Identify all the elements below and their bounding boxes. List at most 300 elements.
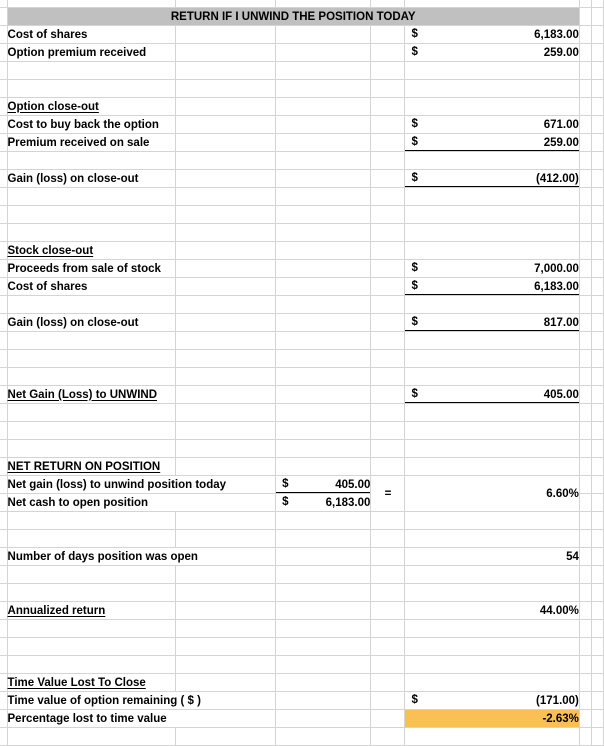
grid-row-blank [0, 530, 604, 548]
cell-gutter [0, 476, 7, 494]
cell-empty [7, 530, 175, 548]
row-label-premium-received-on-sale: Premium received on sale [7, 134, 175, 152]
cell-empty [591, 134, 603, 152]
cell-empty [591, 80, 603, 98]
cell-empty [175, 656, 275, 674]
grid-row-spacer [0, 0, 604, 8]
cell-empty [591, 530, 603, 548]
currency-symbol: $ [411, 262, 418, 274]
cell-gutter [0, 62, 7, 80]
cell-empty [175, 26, 275, 44]
cell-empty [405, 206, 579, 224]
cell-empty [405, 368, 579, 386]
cell-empty [405, 584, 579, 602]
cell-empty [591, 116, 603, 134]
cell-empty [7, 566, 175, 584]
cell-empty [7, 0, 175, 8]
cell-empty [276, 602, 371, 620]
cell-empty [276, 62, 371, 80]
cell-empty [591, 242, 603, 260]
table-row [0, 170, 604, 188]
cell-empty [175, 638, 275, 656]
cell-empty [579, 134, 591, 152]
grid-row-blank [0, 80, 604, 98]
cell-empty [371, 134, 405, 152]
cell-empty [276, 404, 371, 422]
cell-empty [371, 224, 405, 242]
cell-empty [579, 674, 591, 692]
cell-empty [579, 656, 591, 674]
cell-empty [405, 98, 579, 116]
cell-gutter [0, 638, 7, 656]
cell-gutter [0, 584, 7, 602]
cell-empty [579, 98, 591, 116]
cell-gutter [0, 314, 7, 332]
cell-gutter [0, 8, 7, 26]
cell-gutter [0, 386, 7, 404]
cell-empty [371, 98, 405, 116]
cell-gutter [0, 80, 7, 98]
currency-symbol: $ [411, 28, 418, 40]
currency-symbol: $ [411, 388, 418, 400]
cell-empty [371, 152, 405, 170]
cell-empty [276, 584, 371, 602]
cell-empty [371, 422, 405, 440]
cell-empty [579, 188, 591, 206]
cell-empty [371, 656, 405, 674]
cell-empty [7, 332, 175, 350]
cell-empty [579, 548, 591, 566]
cell-empty [175, 62, 275, 80]
cell-empty [371, 602, 405, 620]
cell-empty [7, 422, 175, 440]
row-value-option-gain-loss [405, 170, 579, 188]
table-row [0, 242, 604, 260]
cell-gutter [0, 224, 7, 242]
cell-empty [579, 638, 591, 656]
equals-sign: = [371, 476, 405, 512]
cell-empty [0, 0, 7, 8]
grid-row-blank [0, 188, 604, 206]
cell-empty [371, 188, 405, 206]
currency-symbol: $ [282, 496, 289, 508]
cell-empty [276, 278, 371, 296]
grid-row-blank [0, 422, 604, 440]
cell-empty [591, 476, 603, 494]
cell-empty [579, 476, 591, 494]
cell-empty [371, 548, 405, 566]
cell-empty [175, 404, 275, 422]
currency-symbol: $ [411, 172, 418, 184]
cell-empty [579, 440, 591, 458]
cell-empty [7, 440, 175, 458]
cell-empty [276, 80, 371, 98]
cell-empty [591, 152, 603, 170]
cell-empty [175, 170, 275, 188]
cell-empty [175, 116, 275, 134]
net-return-result: 6.60% [405, 476, 579, 512]
cell-empty [371, 404, 405, 422]
cell-gutter [0, 152, 7, 170]
cell-empty [175, 530, 275, 548]
cell-gutter [0, 116, 7, 134]
cell-empty [371, 80, 405, 98]
grid-row-blank [0, 620, 604, 638]
row-label-days-open: Number of days position was open [7, 548, 276, 566]
table-row [0, 44, 604, 62]
cell-empty [175, 386, 275, 404]
cell-empty [405, 62, 579, 80]
cell-empty [405, 656, 579, 674]
cell-empty [175, 368, 275, 386]
cell-empty [371, 314, 405, 332]
cell-empty [405, 332, 579, 350]
grid-row-blank [0, 728, 604, 746]
cell-empty [175, 242, 275, 260]
row-label-cost-to-buy-back-option: Cost to buy back the option [7, 116, 175, 134]
cell-empty [175, 314, 275, 332]
row-label-option-premium-received: Option premium received [7, 44, 175, 62]
cell-empty [579, 350, 591, 368]
cell-empty [591, 44, 603, 62]
cell-empty [371, 260, 405, 278]
cell-empty [579, 602, 591, 620]
currency-symbol: $ [411, 46, 418, 58]
cell-empty [175, 674, 275, 692]
cell-empty [579, 170, 591, 188]
cell-empty [591, 674, 603, 692]
cell-empty [276, 296, 371, 314]
cell-gutter [0, 692, 7, 710]
row-label-net-cash-open: Net cash to open position [7, 494, 276, 512]
cell-empty [579, 26, 591, 44]
cell-empty [591, 170, 603, 188]
cell-gutter [0, 188, 7, 206]
amount: 6,183.00 [534, 280, 579, 293]
cell-empty [371, 638, 405, 656]
cell-empty [175, 440, 275, 458]
row-value-numerator [276, 476, 371, 494]
cell-empty [405, 80, 579, 98]
cell-empty [7, 656, 175, 674]
cell-empty [591, 26, 603, 44]
cell-empty [579, 422, 591, 440]
cell-gutter [0, 512, 7, 530]
amount: 7,000.00 [534, 262, 579, 275]
cell-empty [276, 188, 371, 206]
cell-empty [276, 728, 371, 746]
section-heading-stock-closeout: Stock close-out [7, 242, 175, 260]
row-value-option-premium-received [405, 44, 579, 62]
cell-empty [579, 368, 591, 386]
cell-empty [175, 0, 275, 8]
cell-empty [405, 296, 579, 314]
cell-empty [591, 458, 603, 476]
cell-empty [591, 314, 603, 332]
cell-gutter [0, 674, 7, 692]
cell-empty [591, 620, 603, 638]
cell-empty [175, 296, 275, 314]
row-label-net-gain-today: Net gain (loss) to unwind position today [7, 476, 276, 494]
section-heading-time-value: Time Value Lost To Close [7, 674, 175, 692]
row-value-premium-received-on-sale [405, 134, 579, 152]
table-row [0, 476, 604, 494]
row-label-option-gain-loss: Gain (loss) on close-out [7, 170, 175, 188]
amount: 6,183.00 [534, 28, 579, 41]
table-row [0, 602, 604, 620]
cell-empty [276, 620, 371, 638]
table-row [0, 260, 604, 278]
status-badge-percentage-lost: -2.63% [405, 710, 579, 728]
cell-empty [579, 206, 591, 224]
grid-row-blank [0, 332, 604, 350]
cell-empty [371, 620, 405, 638]
cell-empty [405, 350, 579, 368]
cell-empty [371, 170, 405, 188]
grid-row-blank [0, 62, 604, 80]
cell-empty [371, 0, 405, 8]
cell-empty [276, 638, 371, 656]
cell-empty [175, 602, 275, 620]
cell-gutter [0, 332, 7, 350]
cell-empty [579, 0, 591, 8]
cell-empty [591, 584, 603, 602]
table-row [0, 314, 604, 332]
cell-gutter [0, 620, 7, 638]
cell-empty [579, 530, 591, 548]
cell-empty [371, 278, 405, 296]
grid-row-blank [0, 350, 604, 368]
cell-empty [371, 692, 405, 710]
cell-empty [175, 134, 275, 152]
cell-empty [405, 404, 579, 422]
cell-empty [7, 62, 175, 80]
cell-empty [276, 386, 371, 404]
cell-gutter [0, 296, 7, 314]
cell-empty [371, 584, 405, 602]
amount: (412.00) [536, 172, 579, 185]
grid-row-blank [0, 638, 604, 656]
amount: 405.00 [335, 478, 371, 491]
cell-empty [591, 8, 603, 26]
grid-row-blank [0, 512, 604, 530]
cell-empty [579, 152, 591, 170]
cell-empty [276, 368, 371, 386]
cell-empty [371, 368, 405, 386]
cell-empty [579, 296, 591, 314]
cell-empty [591, 494, 603, 512]
cell-empty [405, 620, 579, 638]
cell-empty [579, 278, 591, 296]
cell-empty [276, 206, 371, 224]
currency-symbol: $ [411, 316, 418, 328]
cell-gutter [0, 728, 7, 746]
cell-empty [591, 692, 603, 710]
cell-empty [579, 710, 591, 728]
table-row [0, 134, 604, 152]
grid-row-blank [0, 656, 604, 674]
row-value-proceeds-from-sale [405, 260, 579, 278]
cell-empty [405, 242, 579, 260]
cell-empty [579, 458, 591, 476]
cell-empty [175, 44, 275, 62]
table-row [0, 674, 604, 692]
cell-empty [591, 566, 603, 584]
currency-symbol: $ [411, 136, 418, 148]
row-value-time-value-remaining [405, 692, 579, 710]
cell-gutter [0, 458, 7, 476]
cell-empty [591, 224, 603, 242]
cell-empty [175, 206, 275, 224]
cell-empty [579, 224, 591, 242]
cell-empty [591, 62, 603, 80]
grid-row-blank [0, 296, 604, 314]
cell-empty [405, 188, 579, 206]
grid-row-blank [0, 152, 604, 170]
amount: 6,183.00 [325, 496, 371, 509]
table-row [0, 386, 604, 404]
cell-empty [371, 350, 405, 368]
table-row [0, 278, 604, 296]
cell-empty [371, 386, 405, 404]
amount: 259.00 [543, 136, 579, 149]
cell-empty [405, 440, 579, 458]
cell-empty [276, 548, 371, 566]
grid-row-blank [0, 206, 604, 224]
cell-gutter [0, 530, 7, 548]
cell-empty [276, 674, 371, 692]
cell-empty [276, 422, 371, 440]
cell-empty [276, 260, 371, 278]
cell-empty [276, 152, 371, 170]
cell-empty [276, 440, 371, 458]
cell-empty [579, 404, 591, 422]
cell-empty [175, 260, 275, 278]
grid-row-blank [0, 368, 604, 386]
cell-empty [591, 260, 603, 278]
table-row [0, 710, 604, 728]
row-value-days-open: 54 [405, 548, 579, 566]
cell-empty [405, 152, 579, 170]
cell-gutter [0, 350, 7, 368]
table-row [0, 458, 604, 476]
cell-empty [7, 296, 175, 314]
row-label-net-gain-unwind: Net Gain (Loss) to UNWIND [7, 386, 175, 404]
cell-gutter [0, 422, 7, 440]
cell-empty [371, 710, 405, 728]
cell-empty [175, 98, 275, 116]
cell-empty [175, 620, 275, 638]
cell-empty [7, 368, 175, 386]
cell-empty [591, 710, 603, 728]
cell-empty [276, 566, 371, 584]
cell-empty [371, 44, 405, 62]
cell-gutter [0, 260, 7, 278]
cell-empty [175, 512, 275, 530]
cell-empty [591, 296, 603, 314]
cell-empty [591, 548, 603, 566]
cell-empty [175, 278, 275, 296]
cell-empty [371, 26, 405, 44]
table-row [0, 26, 604, 44]
cell-empty [579, 8, 591, 26]
cell-empty [579, 566, 591, 584]
cell-empty [591, 440, 603, 458]
row-label-time-value-remaining: Time value of option remaining ( $ ) [7, 692, 276, 710]
section-heading-option-closeout: Option close-out [7, 98, 175, 116]
cell-gutter [0, 98, 7, 116]
cell-gutter [0, 548, 7, 566]
cell-empty [276, 242, 371, 260]
cell-empty [276, 44, 371, 62]
grid-row-blank [0, 224, 604, 242]
cell-empty [579, 494, 591, 512]
cell-empty [371, 458, 405, 476]
cell-empty [276, 170, 371, 188]
cell-empty [276, 692, 371, 710]
cell-empty [405, 674, 579, 692]
grid-row-blank [0, 566, 604, 584]
cell-empty [175, 188, 275, 206]
cell-empty [7, 80, 175, 98]
cell-empty [276, 530, 371, 548]
cell-gutter [0, 566, 7, 584]
cell-empty [276, 134, 371, 152]
cell-empty [175, 566, 275, 584]
cell-empty [7, 512, 175, 530]
cell-empty [591, 602, 603, 620]
cell-empty [591, 386, 603, 404]
row-value-stock-gain-loss [405, 314, 579, 332]
row-value-stock-cost-of-shares [405, 278, 579, 296]
cell-empty [371, 566, 405, 584]
row-label-cost-of-shares: Cost of shares [7, 26, 175, 44]
cell-empty [591, 350, 603, 368]
cell-empty [276, 458, 371, 476]
cell-empty [7, 728, 175, 746]
cell-empty [276, 0, 371, 8]
cell-gutter [0, 440, 7, 458]
cell-gutter [0, 170, 7, 188]
cell-empty [276, 332, 371, 350]
cell-empty [371, 116, 405, 134]
row-value-net-gain-unwind [405, 386, 579, 404]
cell-empty [7, 404, 175, 422]
row-value-annualized-return: 44.00% [405, 602, 579, 620]
cell-empty [405, 512, 579, 530]
cell-empty [371, 206, 405, 224]
cell-empty [276, 710, 371, 728]
cell-empty [175, 332, 275, 350]
cell-empty [579, 80, 591, 98]
cell-empty [7, 188, 175, 206]
amount: 259.00 [543, 46, 579, 59]
cell-empty [591, 422, 603, 440]
amount: 405.00 [543, 388, 579, 401]
page-title: RETURN IF I UNWIND THE POSITION TODAY [7, 8, 579, 26]
cell-gutter [0, 134, 7, 152]
cell-empty [591, 728, 603, 746]
table-row [0, 548, 604, 566]
cell-gutter [0, 602, 7, 620]
cell-empty [405, 566, 579, 584]
cell-empty [371, 440, 405, 458]
cell-gutter [0, 278, 7, 296]
row-label-annualized-return: Annualized return [7, 602, 175, 620]
cell-empty [579, 386, 591, 404]
cell-empty [579, 242, 591, 260]
cell-empty [405, 422, 579, 440]
